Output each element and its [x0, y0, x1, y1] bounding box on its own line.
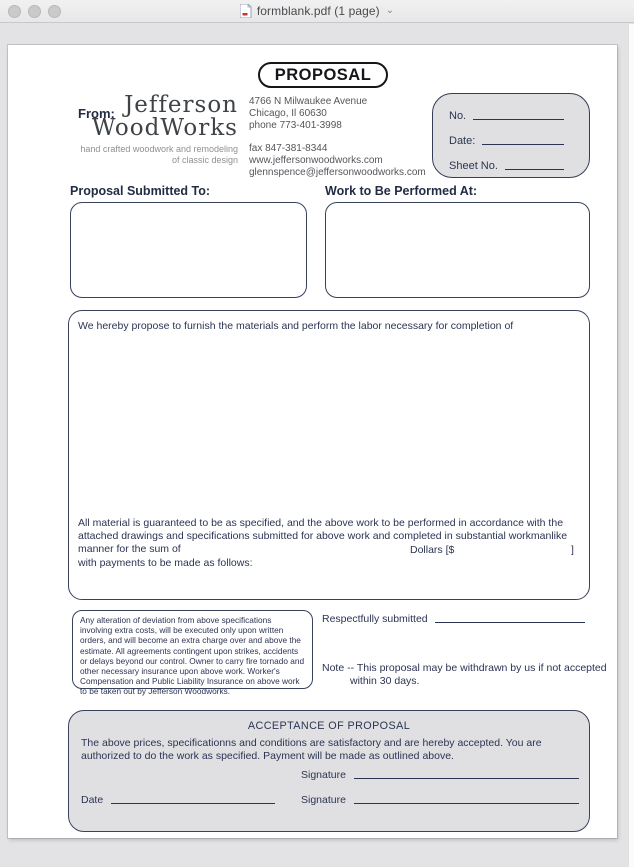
signature-label-2: Signature [301, 794, 346, 806]
website-line: www.jeffersonwoodworks.com [249, 155, 383, 166]
signature-row-2 [301, 794, 579, 806]
propose-text: We hereby propose to furnish the materials and perform the labor necessary for completion of [78, 320, 514, 332]
acceptance-date-label: Date [81, 794, 104, 806]
sheet-no-label: Sheet No. [449, 160, 498, 172]
acceptance-date-line [111, 803, 275, 804]
note-line1: Note -- This proposal may be withdrawn by us if not accepted [322, 662, 607, 674]
titlebar [0, 0, 634, 23]
proposal-title-badge: PROPOSAL [258, 62, 388, 88]
company-contact-info [249, 96, 426, 179]
tagline-line1: hand crafted woodwork and remodeling [80, 144, 238, 154]
no-blank-line [473, 119, 564, 120]
company-logo [48, 93, 238, 166]
dollars-close-bracket: ] [571, 544, 574, 556]
sheet-no-blank-line [505, 169, 564, 170]
note-line2: within 30 days. [350, 675, 420, 687]
address-line2: Chicago, Il 60630 [249, 108, 327, 119]
date-label: Date: [449, 135, 476, 147]
acceptance-body-text: The above prices, specificationns and conditions are satisfactory and are hereby accepted. You are authorized to do the work as specified. Payment will be made as outlined above. [81, 737, 542, 762]
chevron-down-icon[interactable]: ⌄ [385, 4, 395, 16]
date-blank-line [482, 144, 564, 145]
acceptance-box [68, 710, 590, 832]
pdf-page [8, 45, 617, 838]
ref-sheet-row [449, 160, 564, 172]
logo-line1: Jefferson [124, 92, 238, 118]
payments-text: with payments to be made as follows: [78, 557, 253, 569]
respectfully-submitted-label: Respectfully submitted [322, 613, 428, 625]
date-row [81, 794, 275, 806]
close-button[interactable] [8, 5, 21, 18]
logo-line2: WoodWorks [91, 115, 238, 141]
zoom-button[interactable] [48, 5, 61, 18]
tagline-line2: of classic design [171, 155, 238, 165]
ref-no-row [449, 110, 564, 122]
signature-row-1 [301, 769, 579, 781]
signature-label-1: Signature [301, 769, 346, 781]
signature-line-2 [354, 803, 579, 804]
reference-box [432, 93, 590, 178]
document-viewport [0, 24, 627, 867]
ref-date-row [449, 135, 564, 147]
address-line1: 4766 N Milwaukee Avenue [249, 96, 368, 107]
acceptance-title: ACCEPTANCE OF PROPOSAL [247, 720, 411, 732]
email-line: glennspence@jeffersonwoodworks.com [249, 167, 426, 178]
respectfully-signature-line [435, 622, 585, 623]
guarantee-text: All material is guaranteed to be as specified, and the above work to be performed in accordance with the attached drawings and specifications submitted for above work and completed in substantial workmanlike manner for the sum of [78, 517, 568, 555]
fine-print-box [72, 610, 313, 697]
from-label: From: [78, 106, 115, 121]
minimize-button[interactable] [28, 5, 41, 18]
scrollbar-track[interactable] [628, 24, 634, 867]
title-area [240, 4, 394, 18]
submitted-to-box [70, 202, 307, 298]
traffic-lights [8, 5, 61, 18]
performed-at-box [325, 202, 590, 298]
performed-at-label: Work to Be Performed At: [325, 184, 478, 198]
fine-print-text: Any alteration of deviation from above specifications involving extra costs, will be executed only upon written orders, and will become an extra charge over and above the estimate. All agreements contingent upon strikes, accidents or delays beyond our control. Owner to carry fire tornado and other necessary insurance upon above work. Worker's Compensation and Public Liability Insurance on above work to be taken out by Jefferson Woodworks. [80, 615, 305, 697]
respectfully-submitted-row [322, 613, 585, 625]
pdf-document-icon [240, 4, 252, 18]
dollars-label: Dollars [$ [410, 544, 455, 556]
window-title: formblank.pdf (1 page) [256, 4, 380, 18]
logo-tagline [48, 144, 238, 166]
fax-line: fax 847-381-8344 [249, 143, 328, 154]
signature-line-1 [354, 778, 579, 779]
phone-line: phone 773-401-3998 [249, 120, 342, 131]
submitted-to-label: Proposal Submitted To: [70, 184, 211, 198]
no-label: No. [449, 110, 467, 122]
